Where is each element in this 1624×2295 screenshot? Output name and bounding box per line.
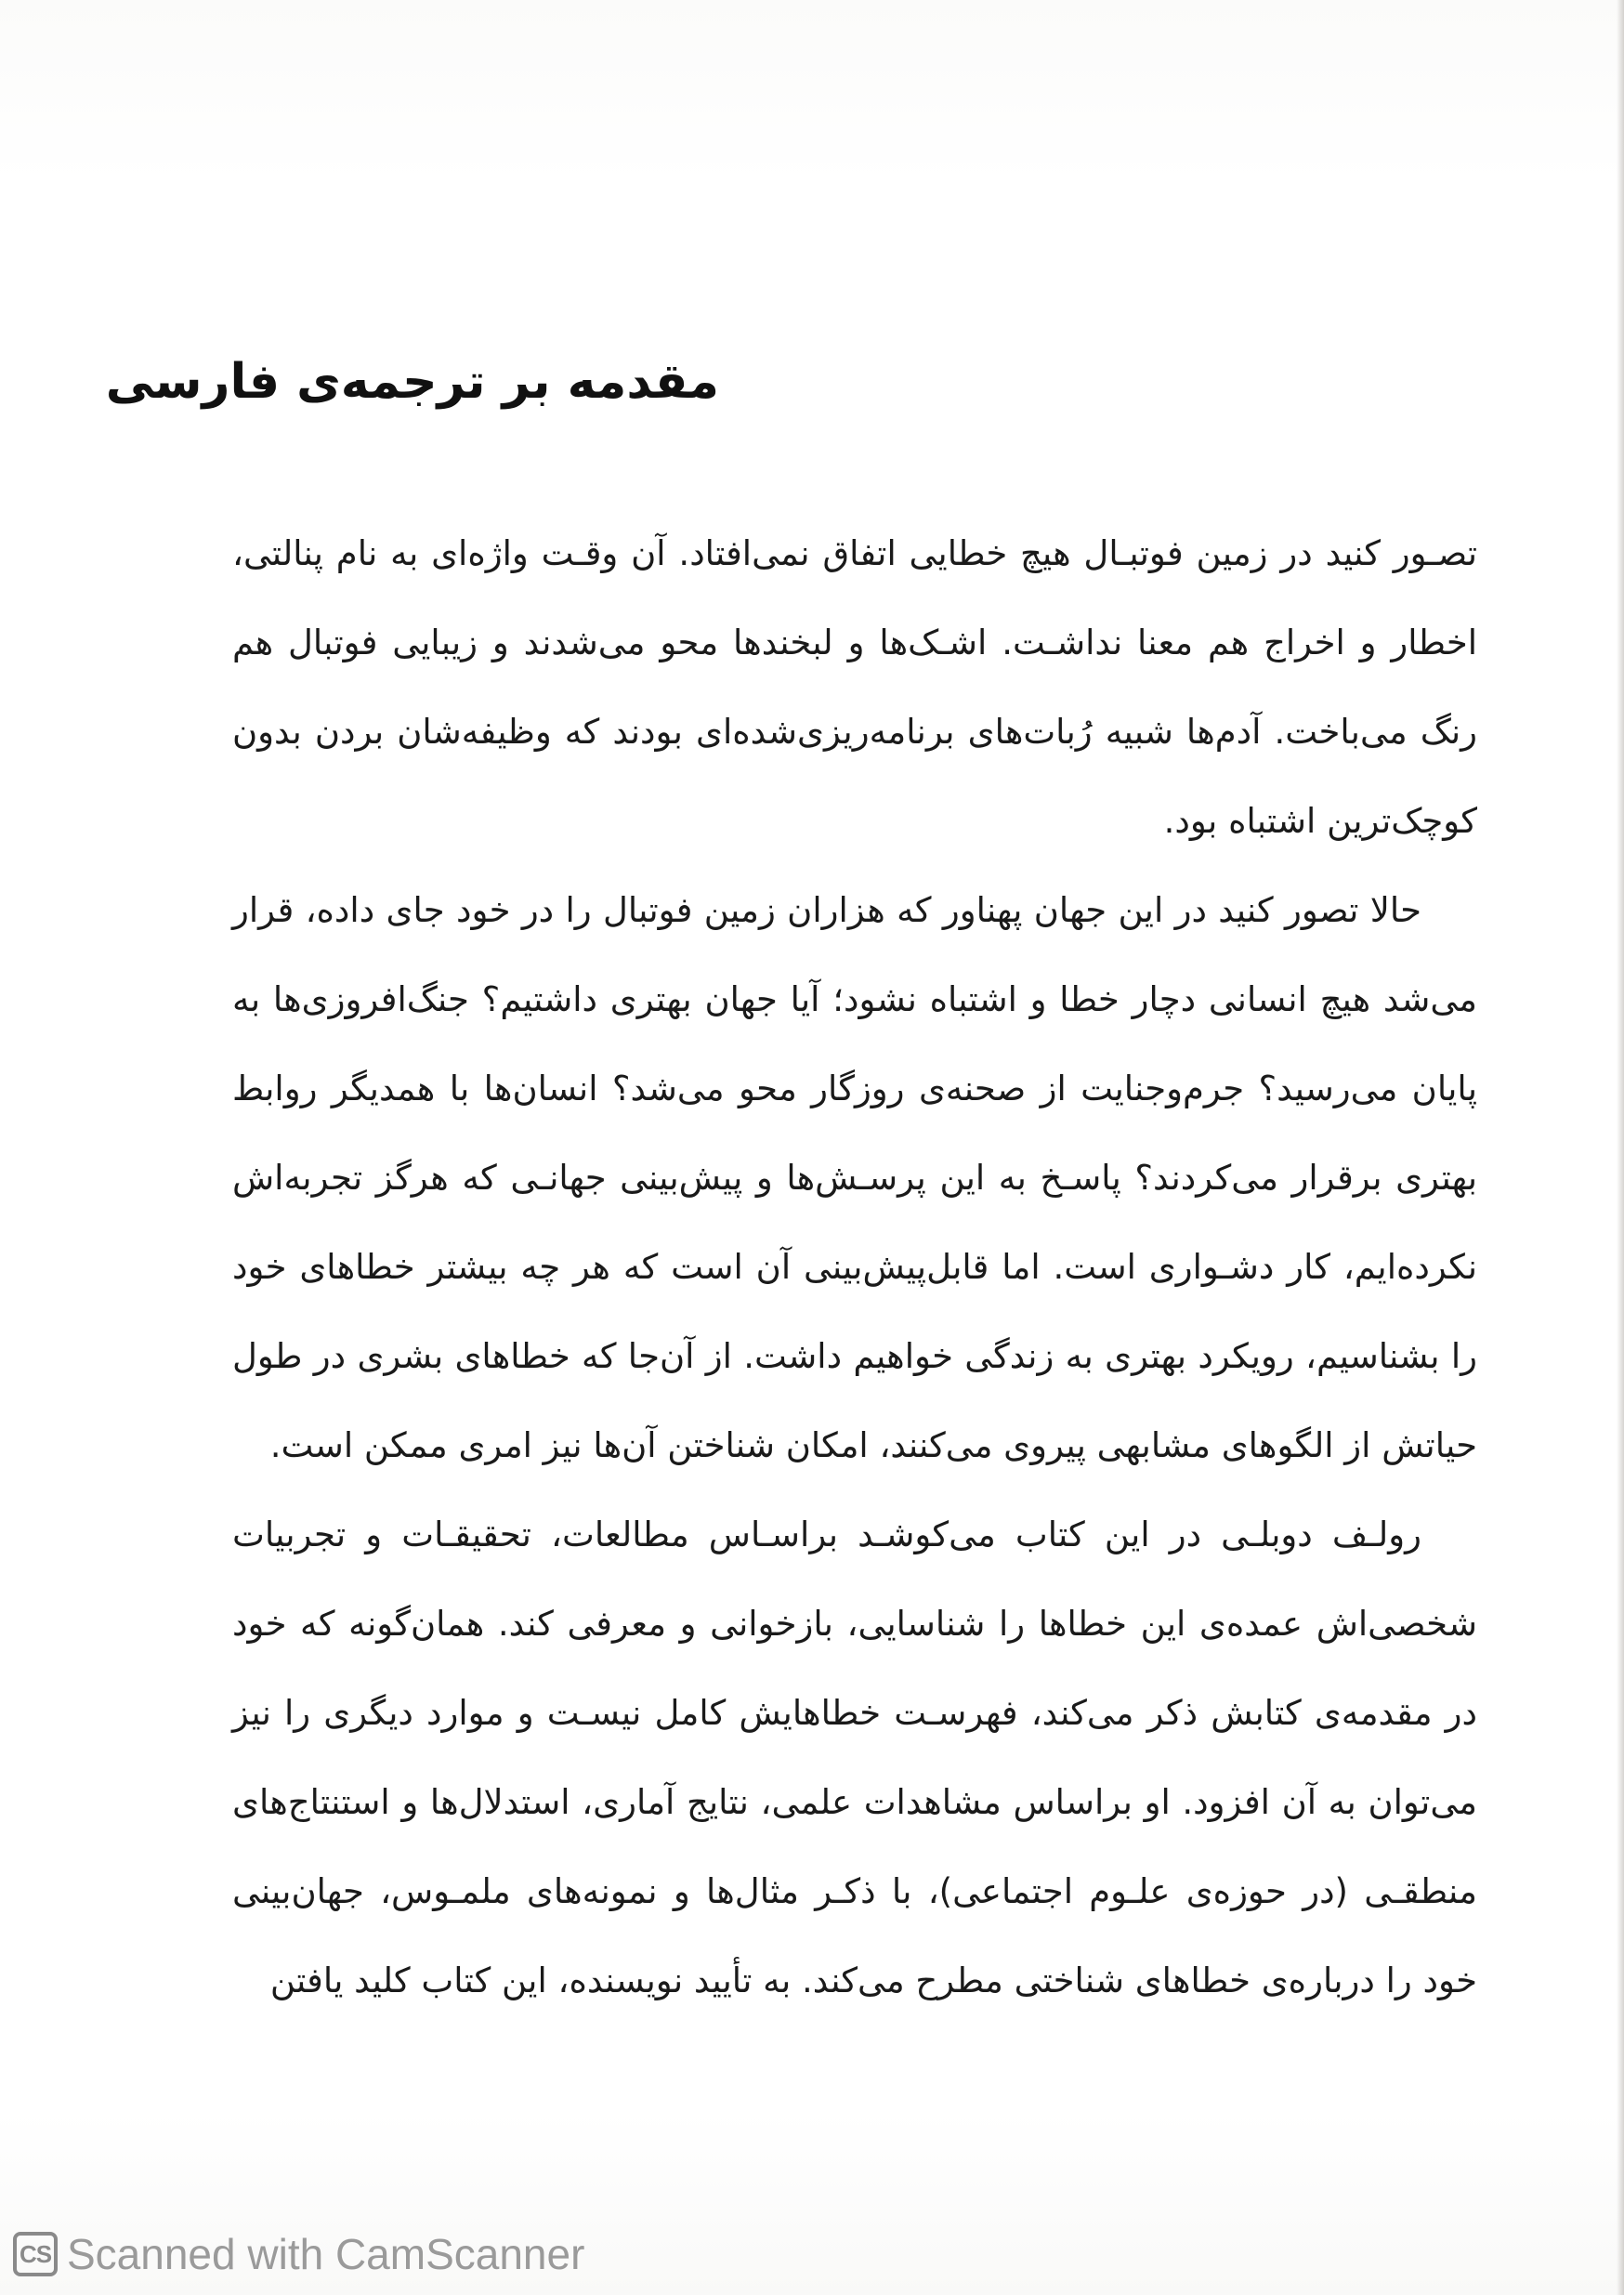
watermark-text: Scanned with CamScanner <box>67 2230 585 2278</box>
camscanner-logo-icon: CS <box>13 2232 58 2276</box>
paragraph-3: رولـف دوبلـی در این کتاب می‌کوشـد براسـاس مطالعات، تحقیقـات و تجربیات شخصی‌اش عمده‌ی این خطاها را شناسایی، بازخوانی و معرفی کند. همان‌گونه که خود در مقدمه‌ی کتابش ذکر می‌کند، فهرسـت خطاهایش کامل نیسـت و موارد دیگری را نیز می‌توان به آن افزود. او براساس مشاهدات علمی، نتایج آماری، استدلال‌ها و استنتاج‌های منطقـی (در حوزه‌ی علـوم اجتماعی)، با ذکـر مثال‌ها و نمونه‌های ملمـوس، جهان‌بینی خود را درباره‌ی خطاهای شناختی مطرح می‌کند. به تأیید نویسنده، این کتاب کلید یافتن <box>232 1515 1477 2000</box>
page-title: مقدمه بر ترجمه‌ی فارسی <box>105 354 719 410</box>
camscanner-watermark <box>13 2224 584 2284</box>
scan-edge-shadow <box>1617 0 1624 2295</box>
paragraph-1: تصـور کنید در زمین فوتبـال هیچ خطایی اتفاق نمی‌افتاد. آن وقـت واژه‌ای به نام پنالتی، اخطار و اخراج هم معنا نداشـت. اشـک‌ها و لبخندها محو می‌شدند و زیبایی فوتبال هم رنگ می‌باخت. آدم‌ها شبیه رُبات‌های برنامه‌ریزی‌شده‌ای بودند که وظیفه‌شان بردن بدون کوچک‌ترین اشتباه بود. <box>232 533 1477 841</box>
body-text <box>232 509 1477 2026</box>
paragraph-2: حالا تصور کنید در این جهان پهناور که هزاران زمین فوتبال را در خود جای داده، قرار می‌شد هیچ انسانی دچار خطا و اشتباه نشود؛ آیا جهان بهتری داشتیم؟ جنگ‌افروزی‌ها به پایان می‌رسید؟ جرم‌وجنایت از صحنه‌ی روزگار محو می‌شد؟ انسان‌ها با همدیگر روابط بهتری برقرار می‌کردند؟ پاسـخ به این پرسـش‌ها و پیش‌بینی جهانـی که هرگز تجربه‌اش نکرده‌ایم، کار دشـواری است. اما قابل‌پیش‌بینی آن است که هر چه بیشتر خطاهای خود را بشناسیم، رویکرد بهتری به زندگی خواهیم داشت. از آن‌جا که خطاهای بشری در طول حیاتش از الگوهای مشابهی پیروی می‌کنند، امکان شناختن آن‌ها نیز امری ممکن است. <box>232 890 1477 1465</box>
